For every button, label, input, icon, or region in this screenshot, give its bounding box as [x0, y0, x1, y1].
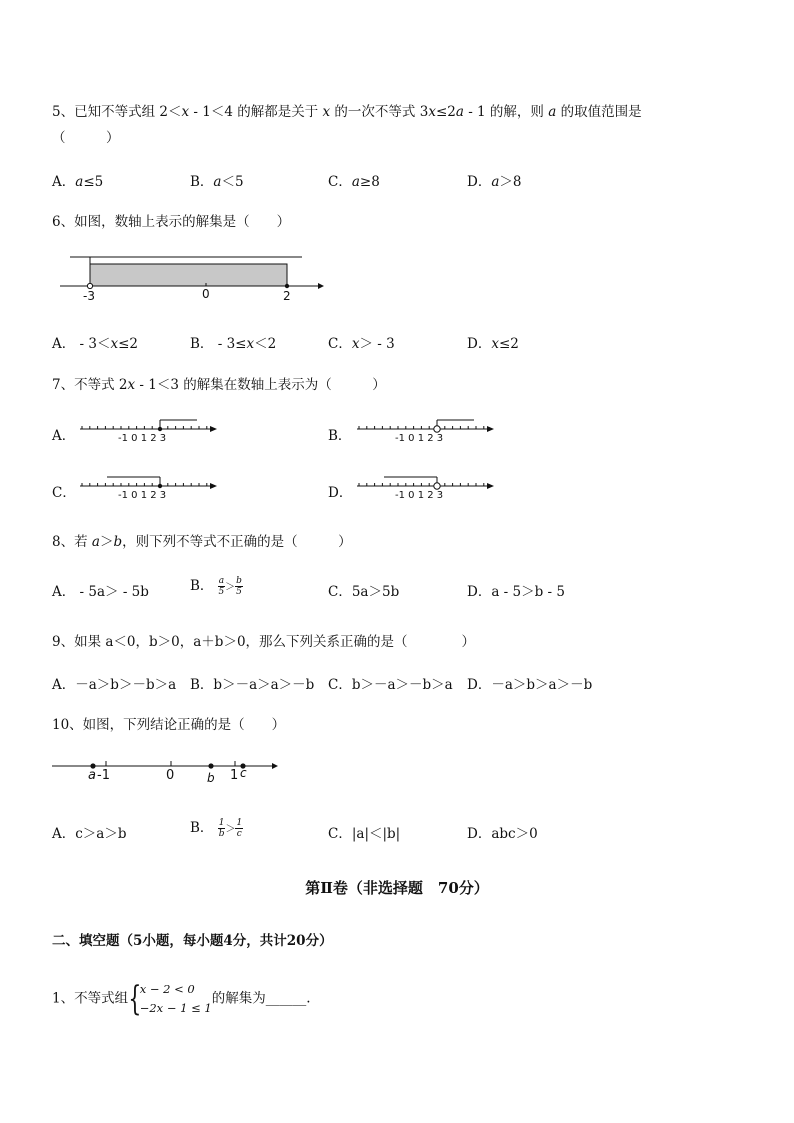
- q7-option-d-label[interactable]: D．: [328, 485, 353, 501]
- q7-option-a-tick-labels: -1 0 1 2 3: [118, 433, 167, 444]
- q9-option-c[interactable]: C．b＞－a＞－b＞a: [328, 677, 453, 693]
- inequality-system: x − 2 < 0 −2x − 1 ≤ 1: [139, 982, 212, 1015]
- q6-axis-label-left: -3: [83, 289, 95, 303]
- fill-q1-blank[interactable]: 的解集为______.: [211, 990, 311, 1007]
- q10-number-line: [0, 750, 300, 790]
- q7-option-a-label[interactable]: A．: [52, 428, 76, 444]
- q8-option-b-fraction-right: $\frac{b}{5}$: [236, 576, 242, 597]
- axis-arrow: [210, 483, 217, 489]
- q6-axis-label-zero: 0: [202, 287, 210, 301]
- q9-option-b[interactable]: B．b＞－a＞a＞－b: [190, 677, 315, 693]
- q10-axis-label-zero: 0: [166, 768, 175, 783]
- q8-option-a[interactable]: A． - 5a＞ - 5b: [52, 584, 149, 600]
- q7-option-d-number-line[interactable]: [352, 475, 502, 505]
- q7-option-b-number-line[interactable]: [352, 418, 502, 448]
- q5-answer-paren: （ ）: [52, 130, 120, 146]
- q10-option-d[interactable]: D．abc＞0: [467, 826, 538, 842]
- q10-axis-label-minus-one: -1: [97, 768, 110, 783]
- q10-option-c[interactable]: C．|a|＜|b|: [328, 826, 401, 842]
- q7-option-d-tick-labels: -1 0 1 2 3: [395, 490, 444, 501]
- axis-arrow: [210, 426, 217, 432]
- fill-q1: 1、不等式组{ x − 2 < 0 −2x − 1 ≤ 1 的解集为______.: [52, 979, 311, 1019]
- q5-option-a[interactable]: A．a≤5: [52, 174, 104, 190]
- axis-arrow: [487, 483, 494, 489]
- q7-option-c-number-line[interactable]: [75, 475, 225, 505]
- q10-axis-label-b: b: [207, 771, 215, 785]
- q10-axis-label-c: c: [240, 766, 247, 780]
- fill-in-section-heading: 二、填空题（5小题，每小题4分，共计20分）: [52, 933, 333, 949]
- q5-option-b[interactable]: B．a＜5: [190, 174, 244, 190]
- q10-option-a[interactable]: A．c＞a＞b: [52, 826, 127, 842]
- q7-option-b-tick-labels: -1 0 1 2 3: [395, 433, 444, 444]
- q7-option-c-label[interactable]: C．: [52, 485, 76, 501]
- part2-title: 第Ⅱ卷（非选择题 70分）: [305, 879, 489, 897]
- q7-option-b-label[interactable]: B．: [328, 428, 352, 444]
- q6-stem: 6、如图，数轴上表示的解集是（ ）: [52, 214, 291, 230]
- q10-option-b-fraction-right: $\frac{1}{c}$: [236, 818, 243, 839]
- q10-axis-label-one: 1: [230, 768, 239, 783]
- q8-option-b-fraction-left: $\frac{a}{5}$: [218, 576, 225, 597]
- q6-option-d[interactable]: D．x≤2: [467, 336, 519, 352]
- q6-axis-label-right: 2: [283, 289, 291, 303]
- q5-stem: 5、已知不等式组 2＜x - 1＜4 的解都是关于 x 的一次不等式 3x≤2a - 1 的解，则 a 的取值范围是: [52, 104, 642, 120]
- q8-stem: 8、若 a＞b，则下列不等式不正确的是（ ）: [52, 534, 352, 550]
- q5-option-c[interactable]: C．a≥8: [328, 174, 380, 190]
- q6-option-c[interactable]: C．x＞ - 3: [328, 336, 395, 352]
- q8-option-b[interactable]: B． $\frac{a}{5}$ ＞ $\frac{b}{5}$: [190, 576, 242, 597]
- q9-option-d[interactable]: D．－a＞b＞a＞－b: [467, 677, 593, 693]
- axis-arrow: [487, 426, 494, 432]
- q6-option-a[interactable]: A． - 3＜x≤2: [52, 336, 139, 352]
- q10-stem: 10、如图，下列结论正确的是（ ）: [52, 717, 286, 733]
- q7-stem: 7、不等式 2x - 1＜3 的解集在数轴上表示为（ ）: [52, 377, 386, 393]
- q9-option-a[interactable]: A．－a＞b＞－b＞a: [52, 677, 177, 693]
- q7-option-c-tick-labels: -1 0 1 2 3: [118, 490, 167, 501]
- q10-option-b-fraction-left: $\frac{1}{b}$: [218, 818, 225, 839]
- q7-option-a-number-line[interactable]: [75, 418, 225, 448]
- q8-option-c[interactable]: C．5a＞5b: [328, 584, 400, 600]
- q9-stem: 9、如果 a＜0，b＞0，a＋b＞0，那么下列关系正确的是（ ）: [52, 634, 476, 650]
- system-brace: {: [128, 979, 142, 1019]
- q10-option-b[interactable]: B． $\frac{1}{b}$ ＞ $\frac{1}{c}$: [190, 818, 243, 839]
- q8-option-d[interactable]: D．a - 5＞b - 5: [467, 584, 565, 600]
- q5-option-d[interactable]: D．a＞8: [467, 174, 522, 190]
- q6-number-line: [0, 250, 340, 310]
- q6-option-b[interactable]: B． - 3≤x＜2: [190, 336, 277, 352]
- q10-axis-label-a: a: [88, 768, 96, 783]
